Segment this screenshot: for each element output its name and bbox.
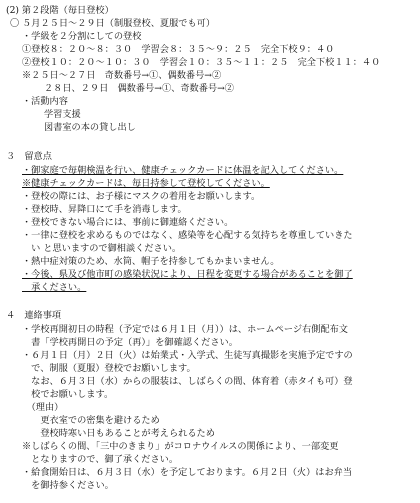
contact-item: ・給食開始日は、６月３日（水）を予定しております。６月２日（火）はお弁当 [22,467,353,478]
contact-item: で、制服（夏服）登校でお願いします。 [22,363,196,374]
contact-item: 更衣室での密集を避けるため [22,415,160,426]
schedule-group-2: ②登校１０：２０～１０：３０ 学習会１０：３５～１１：２５ 完全下校１１：４０ [22,57,381,68]
contact-item: なお、６月３日（水）からの服装は、しばらくの間、体育着（赤タイも可）登 [22,376,353,387]
notice-item: ・今後、県及び他市町の感染状況により、日程を変更する場合があることを御了 [22,269,353,280]
notice-item: ・熱中症対策のため、水筒、帽子を持参してもかまいません。 [22,256,280,267]
contact-item: ・学校再開初日の時程（予定では６月１日（月））は、ホームページ右側配布文 [22,324,348,335]
notice-item: ※健康チェックカードは、毎日持参して登校してください。 [22,178,270,189]
assignment-note-1: ※２５日～２７日 奇数番号→①、偶数番号→② [22,70,222,81]
activity-item: 図書室の本の貸し出し [44,122,136,133]
schedule-group-1: ①登校８：２０～８：３０ 学習会８：３５～９：２５ 完全下校９：４０ [22,44,335,55]
contact-item: 校でお願いします。 [22,389,114,400]
notice-item: ・登校の際には、お子様にマスクの着用をお願いします。 [22,191,261,202]
section4-heading: ４ 連絡事項 [6,310,62,321]
notice-item: ・御家庭で毎朝検温を行い、健康チェックカードに体温を記入してください。 [22,165,344,176]
contact-item: ※しばらくの間、「三中のきまり」がコロナウイルスの関係により、一部変更 [22,441,339,452]
contact-item: となりますので、御了承ください。 [22,454,179,465]
notice-item: ・登校できない場合には、事前に御連絡ください。 [22,217,234,228]
notice-item: い と思いますので御相談ください。 [22,243,182,254]
contact-item: 登校時寒い日もあることが考えられるため [22,428,215,439]
contact-item: （理由） [22,402,64,413]
activities-label: ・活動内容 [22,96,68,107]
assignment-note-2: ２８日、２９日 偶数番号→①、奇数番号→② [44,83,234,94]
contact-item: を御持参ください。 [22,480,114,491]
section2-dates: 〇 ５月２５日～２９日（制服登校、夏服でも可） [10,18,216,29]
activity-item: 学習支援 [44,109,81,120]
notice-item: 承ください。 [22,282,87,293]
contact-item: 書「学校再開日の予定（再）」を御確認ください。 [22,337,238,348]
notice-item: ・登校時、昇降口にて手を消毒します。 [22,204,187,215]
contact-item: ・６月１日（月）２日（火）は始業式・入学式、生徒写真撮影を実施予定ですの [22,350,353,361]
section2-split: ・学級を２分割にしての登校 [22,31,142,42]
section2-heading: (2) 第２段階（毎日登校） [6,5,114,16]
notice-item: ・一律に登校を求めるものではなく、感染等を心配する気持ちを尊重していきた [22,230,353,241]
section3-heading: ３ 留意点 [6,151,52,162]
